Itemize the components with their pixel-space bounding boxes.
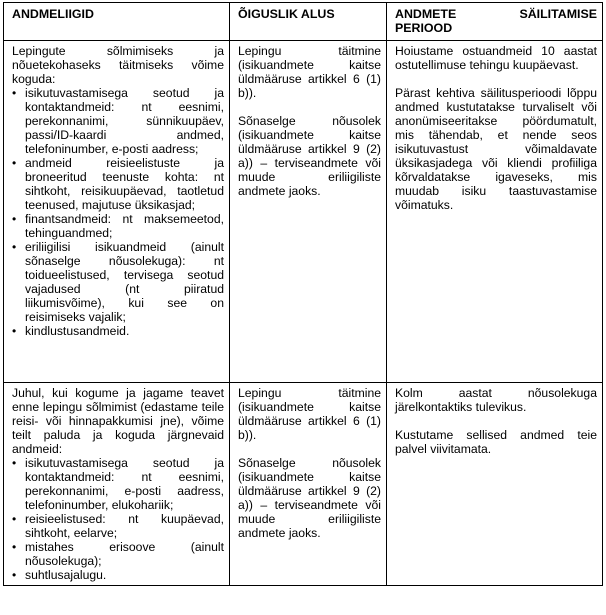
- retention-paragraph: Kolm aastat nõusolekuga järelkontaktiks tulevikus.: [395, 386, 597, 414]
- list-item: • mistahes erisoove (ainult nõusolekuga);: [12, 540, 224, 568]
- data-types-intro: Juhul, kui kogume ja jagame teavet enne lepingu sõlmimist (edastame teile reisi- või hinnapakkumisi jne), võime teilt paluda ja koguda järgnevaid andmeid:: [12, 386, 224, 456]
- data-types-list: [12, 86, 224, 338]
- retention-paragraph: Kustutame sellised andmed teie palvel viivitamata.: [395, 428, 597, 456]
- header-legal-basis: ÕIGUSLIK ALUS: [230, 3, 387, 41]
- list-item: • andmeid reisieelistuste ja broneeritud teenuste kohta: nt sihtkoht, reisikuupäevad, taotletud teenused, majutuse üksikasjad;: [12, 156, 224, 212]
- retention-paragraph: Pärast kehtiva säilitusperioodi lõppu andmed kustutatakse turvaliselt või anonümiseeritakse pöördumatult, mis tähendab, et nende seos isikutuvastust võimaldavate üksikasjadega või kliendi profiiliga kõrvaldatakse igaveseks, mis muudab isiku taastuvastamise võimatuks.: [395, 86, 597, 212]
- data-types-cell: [4, 383, 230, 586]
- list-item: • eriliigilisi isikuandmeid (ainult sõnaselge nõusolekuga): nt toidueelistused, tervisega seotud vajadused (nt piiratud liikumisvõime), kui see on reisimiseks vajalik;: [12, 240, 224, 324]
- retention-paragraph: Hoiustame ostuandmeid 10 aastat ostutellimuse tehingu kuupäevast.: [395, 44, 597, 72]
- data-types-intro: Lepingute sõlmimiseks ja nõuetekohaseks täitmiseks võime koguda:: [12, 44, 224, 86]
- legal-basis-paragraph: Sõnaselge nõusolek (isikuandmete kaitse üldmääruse artikkel 9 (2) a)) – terviseandmete või muude eriliigiliste andmete jaoks.: [238, 456, 381, 540]
- list-item: • suhtlusajalugu.: [12, 568, 224, 582]
- legal-basis-paragraph: Lepingu täitmine (isikuandmete kaitse üldmääruse artikkel 6 (1) b)).: [238, 44, 381, 100]
- retention-cell: [387, 41, 603, 383]
- data-types-cell: [4, 41, 230, 383]
- retention-cell: [387, 383, 603, 586]
- list-item: • reisieelistused: nt kuupäevad, sihtkoht, eelarve;: [12, 512, 224, 540]
- list-item: • isikutuvastamisega seotud ja kontaktandmeid: nt eesnimi, perekonnanimi, e-posti aadress, telefoninumber, elukohariik;: [12, 456, 224, 512]
- header-data-types: ANDMELIIGID: [4, 3, 230, 41]
- data-types-list: [12, 456, 224, 582]
- table-row: [4, 41, 603, 383]
- data-retention-table: [3, 2, 603, 586]
- legal-basis-paragraph: Lepingu täitmine (isikuandmete kaitse üldmääruse artikkel 6 (1) b)).: [238, 386, 381, 442]
- table-row: [4, 383, 603, 586]
- list-item: • isikutuvastamisega seotud ja kontaktandmeid: nt eesnimi, perekonnanimi, sünnikuupäev, passi/ID-kaardi andmed, telefoninumber, e-posti aadress;: [12, 86, 224, 156]
- legal-basis-cell: [230, 383, 387, 586]
- legal-basis-paragraph: Sõnaselge nõusolek (isikuandmete kaitse üldmääruse artikkel 9 (2) a)) – terviseandmete või muude eriliigiliste andmete jaoks.: [238, 114, 381, 198]
- list-item: • kindlustusandmeid.: [12, 324, 224, 338]
- header-row: [4, 3, 603, 41]
- list-item: • finantsandmeid: nt maksemeetod, tehinguandmed;: [12, 212, 224, 240]
- legal-basis-cell: [230, 41, 387, 383]
- header-retention-period: ANDMETE SÄILITAMISE PERIOOD: [387, 3, 603, 41]
